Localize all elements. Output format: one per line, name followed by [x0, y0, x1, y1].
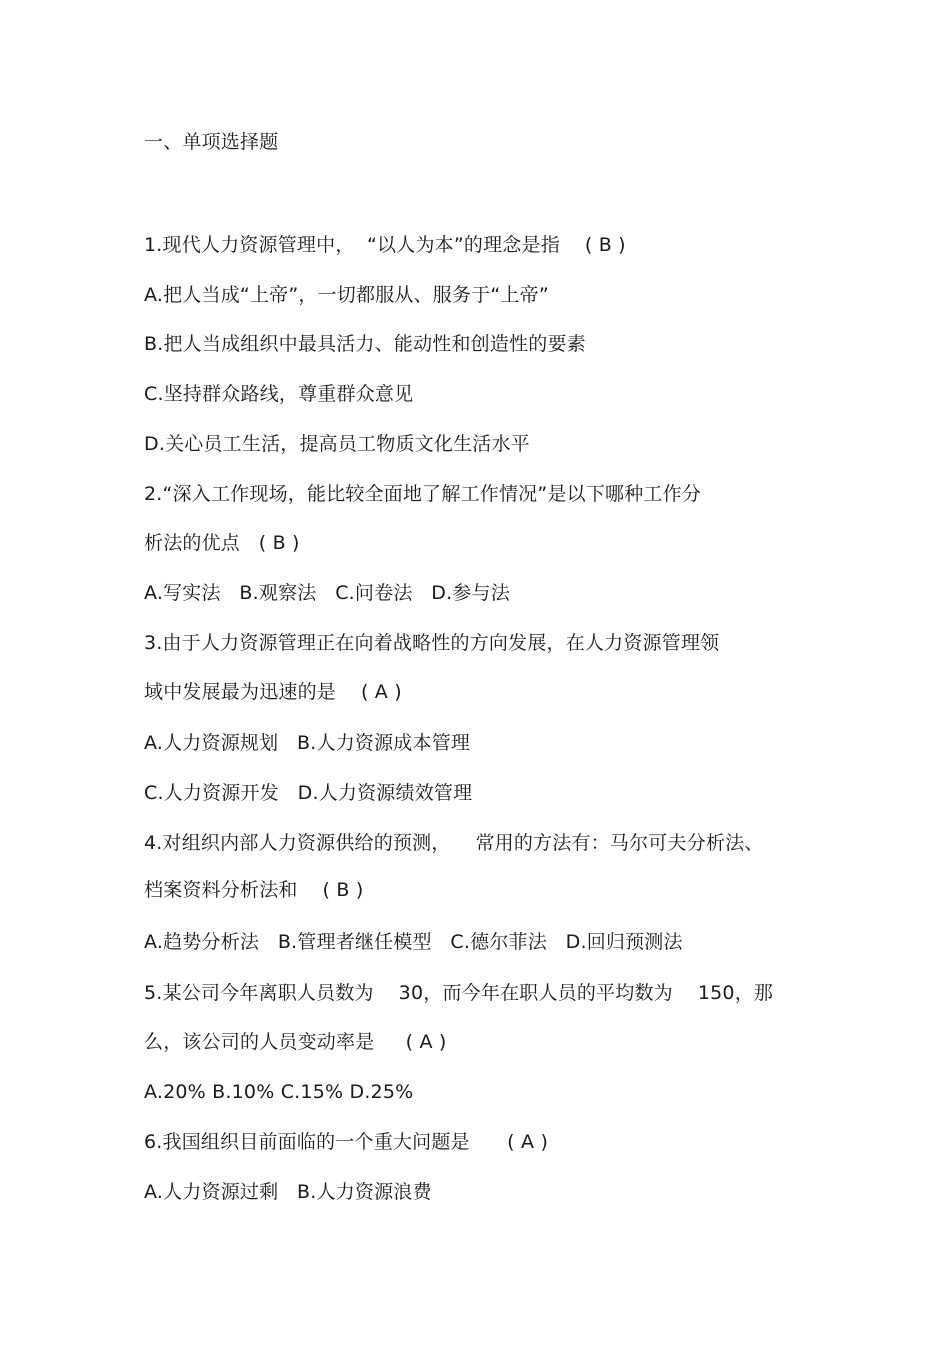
question-1-option-b: B.把人当成组织中最具活力、能动性和创造性的要素: [144, 333, 586, 355]
question-1-option-a: A.把人当成“上帝”，一切都服从、服务于“上帝”: [144, 284, 549, 306]
question-2-stem: 2.“深入工作现场，能比较全面地了解工作情况”是以下哪种工作分: [144, 483, 702, 505]
question-3-options-cd: C.人力资源开发 D.人力资源绩效管理: [144, 782, 473, 804]
question-5-stem: 5.某公司今年离职人员数为 30，而今年在职人员的平均数为 150，那: [144, 982, 774, 1004]
question-1-option-c: C.坚持群众路线，尊重群众意见: [144, 383, 414, 405]
question-6-options: A.人力资源过剩 B.人力资源浪费: [144, 1181, 432, 1203]
question-3-stem-continued: 域中发展最为迅速的是 ( A ): [144, 681, 402, 703]
question-6-stem: 6.我国组织目前面临的一个重大问题是 ( A ): [144, 1131, 549, 1153]
question-4-options: A.趋势分析法 B.管理者继任模型 C.德尔菲法 D.回归预测法: [144, 931, 683, 953]
question-5-stem-continued: 么，该公司的人员变动率是 ( A ): [144, 1031, 447, 1053]
question-1-option-d: D.关心员工生活，提高员工物质文化生活水平: [144, 433, 530, 455]
question-3-options-ab: A.人力资源规划 B.人力资源成本管理: [144, 732, 471, 754]
question-4-stem: 4.对组织内部人力资源供给的预测， 常用的方法有：马尔可夫分析法、: [144, 832, 764, 854]
section-title: 一、单项选择题: [144, 131, 279, 153]
question-4-stem-continued: 档案资料分析法和 ( B ): [144, 879, 364, 901]
question-1-stem: 1.现代人力资源管理中， “以人为本”的理念是指 ( B ): [144, 234, 626, 256]
question-3-stem: 3.由于人力资源管理正在向着战略性的方向发展，在人力资源管理领: [144, 632, 720, 654]
question-2-options: A.写实法 B.观察法 C.问卷法 D.参与法: [144, 582, 510, 604]
question-2-stem-continued: 析法的优点 ( B ): [144, 532, 300, 554]
question-5-options: A.20% B.10% C.15% D.25%: [144, 1081, 414, 1103]
